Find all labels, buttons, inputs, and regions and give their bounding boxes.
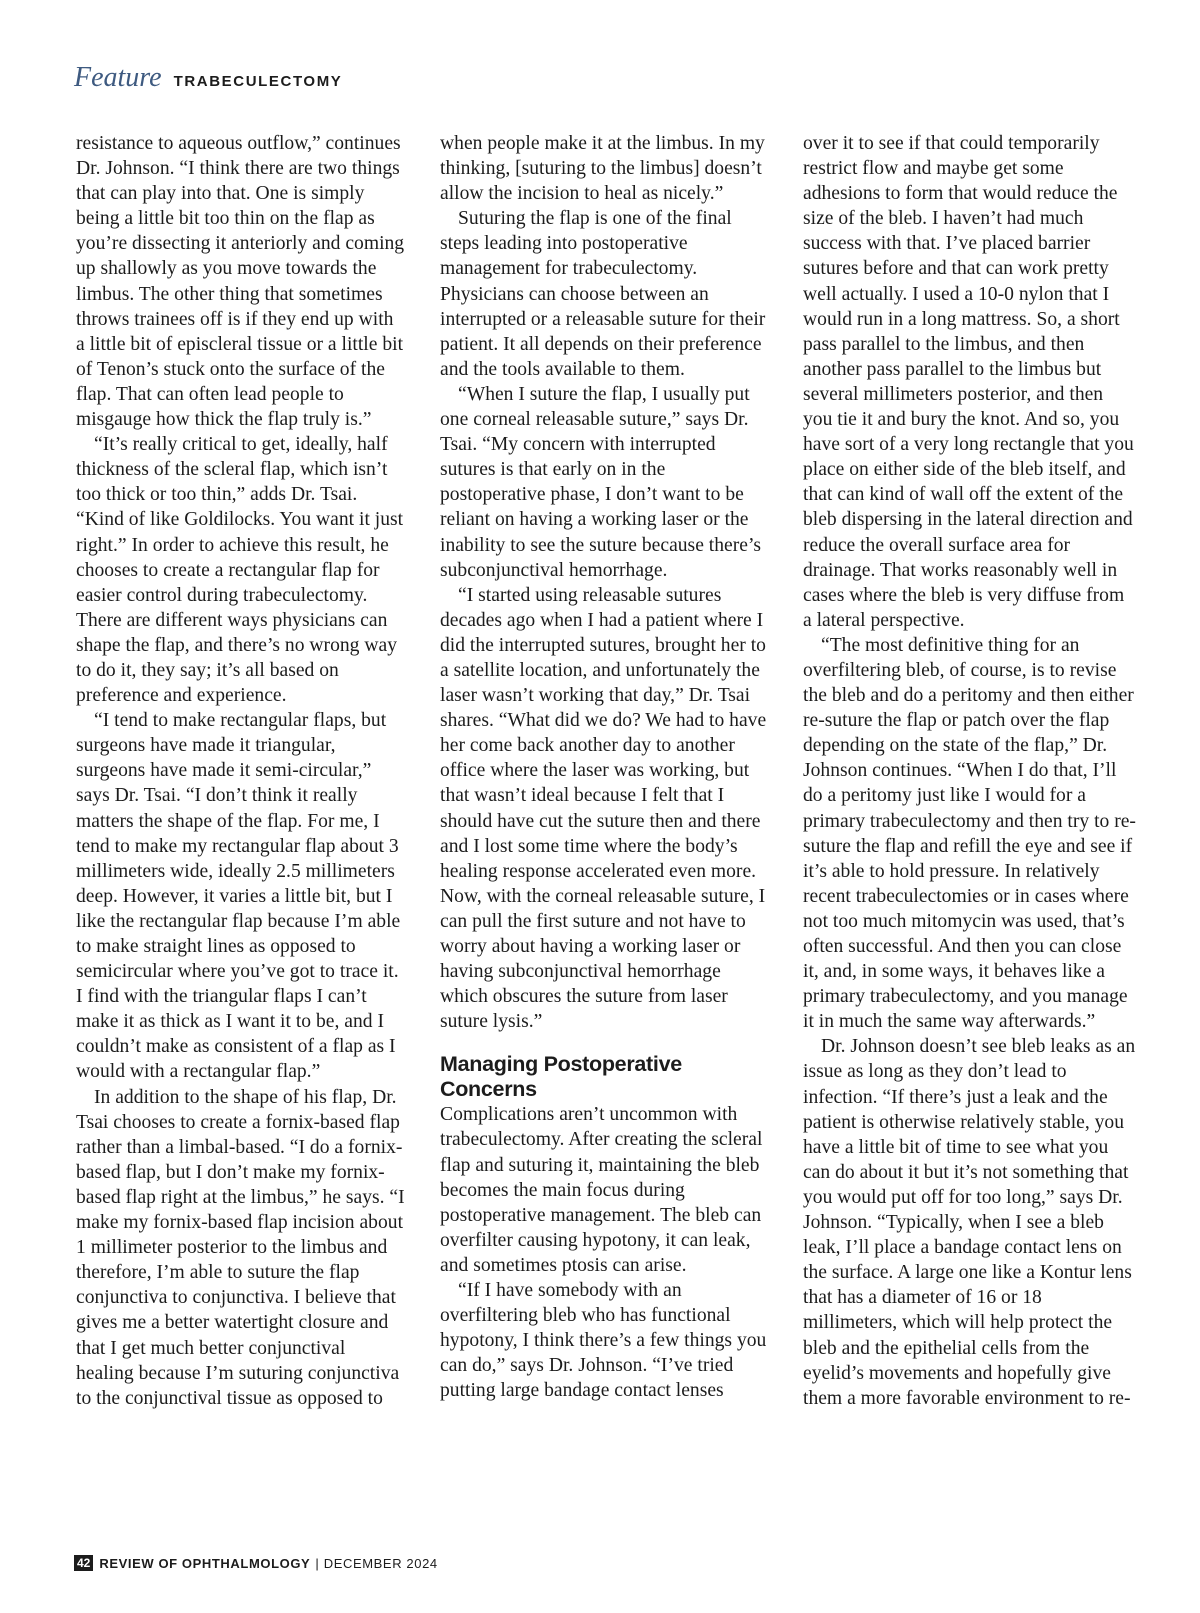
running-header [74,62,342,94]
paragraph: “It’s really critical to get, ideally, half thickness of the scleral flap, which isn’t too thick or too thin,” adds Dr. Tsai. “Kind of like Goldilocks. You want it just right.” In order to achieve this result, he chooses to create a rectangular flap for easier control during trabeculectomy. There are different ways physicians can shape the flap, and there’s no wrong way to do it, they say; it’s all based on preference and experience. [76,434,404,707]
publication-name: REVIEW OF OPHTHALMOLOGY [99,1555,311,1571]
paragraph: Suturing the flap is one of the final steps leading into postoperative management for trabeculectomy. Physicians can choose between an interrupted or a releasable suture for their patient. It all depends on their preference and the tools available to them. [440,208,766,380]
section-subheading: Managing Postoperative Concerns [440,1052,682,1102]
issue-date: DECEMBER 2024 [323,1555,438,1571]
page-number: 42 [74,1555,93,1571]
footer-separator: | [315,1555,319,1571]
paragraph: “I started using releasable sutures decades ago when I had a patient where I did the interrupted sutures, brought her to a satellite location, and unfortunately the laser wasn’t working that day,” Dr. Tsai shares. “What did we do? We had to have her come back another day to another office where the laser was working, but that wasn’t ideal because I felt that I should have cut the suture then and there and I lost some time where the body’s healing response accelerated even more. Now, with the corneal releasable suture, I can pull the first suture and not have to worry about having a working laser or having subconjunctival hemorrhage which obscures the suture from laser suture lysis.” [440,584,767,1033]
paragraph: when people make it at the limbus. In my thinking, [suturing to the limbus] doesn’t allow the incision to heal as nicely.” [440,133,765,205]
section-label: TRABECULECTOMY [173,73,343,90]
paragraph: resistance to aqueous outflow,” continues Dr. Johnson. “I think there are two things that can play into that. One is simply being a little bit too thin on the flap as you’re dissecting it anteriorly and coming up shallowly as you move towards the limbus. The other thing that sometimes throws trainees off is if they end up with a little bit of episcleral tissue or a little bit of Tenon’s stuck onto the surface of the flap. That can often lead people to misgauge how thick the flap truly is.” [76,133,405,431]
feature-label: Feature [74,62,162,93]
paragraph: over it to see if that could temporarily restrict flow and maybe get some adhesions to form that would reduce the size of the bleb. I haven’t had much success with that. I’ve placed barrier sutures before and that can work pretty well actually. I used a 10-0 nylon that I would run in a long mattress. So, a short pass parallel to the limbus, and then another pass parallel to the limbus but several millimeters posterior, and then you tie it and bury the knot. And so, you have sort of a very long rectangle that you place on either side of the bleb itself, and that can kind of wall off the extent of the bleb dispersing in the lateral direction and reduce the overall surface area for drainage. That works reasonably well in cases where the bleb is very diffuse from a lateral perspective. [803,133,1134,631]
paragraph: “If I have somebody with an overfiltering bleb who has functional hypotony, I think there’s a few things you can do,” says Dr. Johnson. “I’ve tried putting large bandage contact lenses [440,1280,767,1402]
paragraph: “I tend to make rectangular flaps, but surgeons have made it triangular, surgeons have made it semi-circular,” says Dr. Tsai. “I don’t think it really matters the shape of the flap. For me, I tend to make my rectangular flap about 3 millimeters wide, ideally 2.5 millimeters deep. However, it varies a little bit, but I like the rectangular flap because I’m able to make straight lines as opposed to semicircular where you’ve got to trace it. I find with the triangular flaps I can’t make it as thick as I want it to be, and I couldn’t make as consistent of a flap as I would with a rectangular flap.” [76,710,401,1083]
paragraph: Complications aren’t uncommon with trabeculectomy. After creating the scleral flap and suturing it, maintaining the bleb becomes the main focus during postoperative management. The bleb can overfilter causing hypotony, it can leak, and sometimes ptosis can arise. [440,1104,763,1276]
paragraph: In addition to the shape of his flap, Dr. Tsai chooses to create a fornix-based flap rather than a limbal-based. “I do a fornix-based flap, but I don’t make my fornix-based flap right at the limbus,” he says. “I make my fornix-based flap incision about 1 millimeter posterior to the limbus and therefore, I’m able to suture the flap conjunctiva to conjunctiva. I believe that gives me a better watertight closure and that I get much better conjunctival healing because I’m suturing conjunctiva to the conjunctival tissue as opposed to [76,1086,405,1409]
article-column-2 [440,131,770,1404]
paragraph: “The most definitive thing for an overfiltering bleb, of course, is to revise the bleb and do a peritomy and then either re-suture the flap or patch over the flap depending on the state of the flap,” Dr. Johnson continues. “When I do that, I’ll do a peritomy just like I would for a primary trabeculectomy and then try to re-suture the flap and refill the eye and see if it’s able to hold pressure. In relatively recent trabeculectomies or in cases where not too much mitomycin was used, that’s often successful. And then you can close it, and, in some ways, it behaves like a primary trabeculectomy, and you manage it in much the same way afterwards.” [803,634,1136,1033]
article-column-3 [803,131,1137,1411]
paragraph: Dr. Johnson doesn’t see bleb leaks as an issue as long as they don’t lead to infection. “If there’s just a leak and the patient is otherwise relatively stable, you have a little bit of time to see what you can do about it but it’s not something that you would put off for too long,” says Dr. Johnson. “Typically, when I see a bleb leak, I’ll place a bandage contact lens on the surface. A large one like a Kontur lens that has a diameter of 16 or 18 millimeters, which will help protect the bleb and the epithelial cells from the eyelid’s movements and hopefully give them a more favorable environment to re- [803,1036,1136,1409]
paragraph: “When I suture the flap, I usually put one corneal releasable suture,” says Dr. Tsai. “My concern with interrupted sutures is that early on in the postoperative phase, I don’t want to be reliant on having a working laser or the inability to see the suture because there’s subconjunctival hemorrhage. [440,383,762,581]
article-column-1 [76,131,406,1411]
page-footer [74,1555,438,1571]
